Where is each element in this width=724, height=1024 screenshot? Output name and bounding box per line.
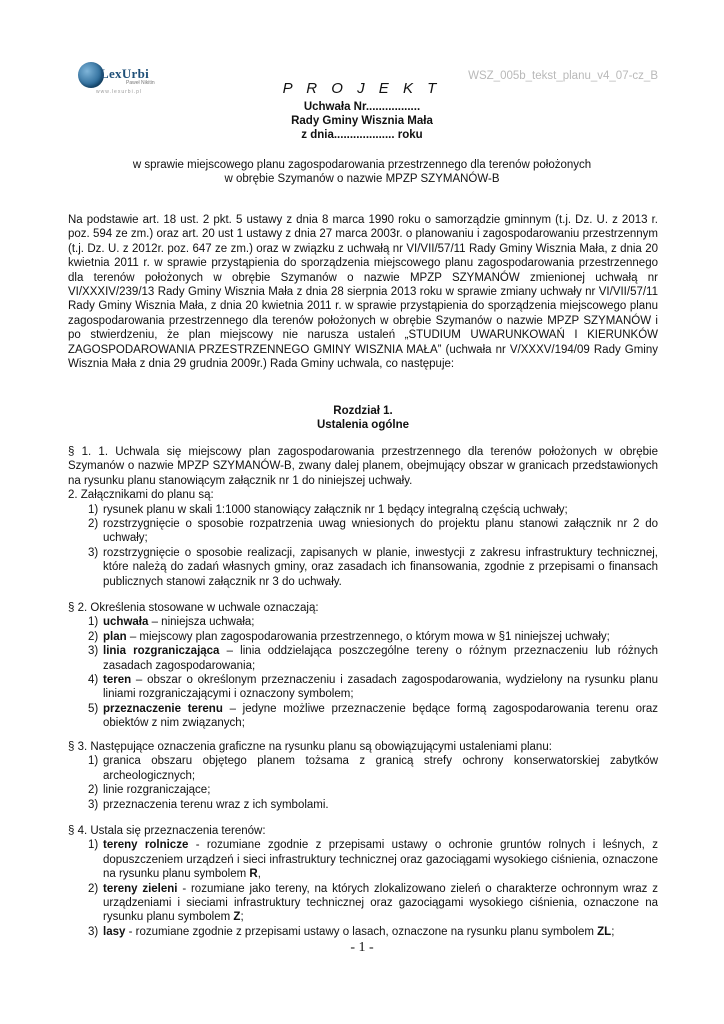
item-term: plan (103, 630, 127, 643)
logo-url: www.lexurbi.pl (96, 89, 142, 95)
item-symbol: ZL (597, 925, 612, 938)
preamble (68, 213, 658, 371)
list-item (68, 517, 658, 546)
item-symbol: R (249, 868, 258, 881)
list-item (68, 702, 658, 731)
section-2-intro: § 2. Określenia stosowane w uchwale oznaczają: (68, 602, 319, 614)
item-number: 4) (88, 674, 99, 687)
chapter-subtitle: Ustalenia ogólne (316, 419, 410, 432)
item-text: – obszar o określonym przeznaczeniu i zasadach zagospodarowania, wydzielony na rysunku planu liniami rozgraniczającymi i oznaczony symbolem; (103, 674, 658, 701)
item-text: rozstrzygnięcie o sposobie realizacji, zapisanych w planie, inwestycji z zakresu infrastruktury technicznej, które należą do zadań własnych gminy, oraz zasadach ich finansowania, zgodnie z przepisami o finansach publicznych stanowi załącznik nr 3 do uchwały. (103, 546, 658, 588)
subject-line: w sprawie miejscowego planu zagospodarowania przestrzennego dla terenów położonych (132, 159, 592, 171)
list-item (68, 673, 658, 702)
preamble-text: Na podstawie art. 18 ust. 2 pkt. 5 ustawy z dnia 8 marca 1990 roku o samorządzie gminnym (t.j. Dz. U. z 2013 r. poz. 594 ze zm.) oraz art. 20 ust 1 ustawy z dnia 27 marca 2003r. o planowaniu i zagospodarowaniu przestrzennym (t.j. Dz. U. z 2012r. poz. 647 ze zm.) oraz w związku z uchwałą nr VI/VII/57/11 Rady Gminy Wisznia Mała, z dnia 20 kwietnia 2011 r. w sprawie przystąpienia do sporządzenia miejscowego planu zagospodarowania przestrzennego dla terenów położonych w obrębie Szymanów o nazwie MPZP SZYMANÓW zmienionej uchwałą nr VI/XXXIV/239/13 Rady Gminy Wisznia Mała z dnia 28 sierpnia 2013 roku w sprawie zmiany uchwały nr VI/VII/57/11 Rady Gminy Wisznia Mała, z dnia 20 kwietnia 2011 r. w sprawie przystąpienia do sporządzenia miejscowego planu zagospodarowania przestrzennego dla terenów położonych w obrębie Szymanów o nazwie MPZP SZYMANÓW i po stwierdzeniu, że plan miejscowy nie narusza ustaleń „STUDIUM UWARUNKOWAŃ I KIERUNKÓW ZAGOSPODAROWANIA PRZESTRZENNEGO GMINY WISZNIA MAŁA” (uchwała nr V/XXXV/194/09 Rady Gminy Wisznia Mała z dnia 29 grudnia 2009r.) Rada Gminy uchwala, co następuje: (68, 214, 658, 371)
section-4-intro: § 4. Ustala się przeznaczenia terenów: (68, 825, 266, 837)
list-item (68, 546, 658, 589)
item-term: tereny zieleni (103, 882, 178, 895)
item-text: – miejscowy plan zagospodarowania przestrzennego, o którym mowa w §1 niniejszej uchwały; (126, 630, 610, 643)
list-item (68, 503, 658, 517)
list-item (68, 783, 658, 797)
item-text: przeznaczenia terenu wraz z ich symbolami. (103, 798, 329, 811)
logo-subtitle: Paweł Nikitin (126, 80, 155, 86)
item-text: - rozumiane zgodnie z przepisami ustawy o ochronie gruntów rolnych i leśnych, z dopuszczeniem urządzeń i sieci infrastruktury technicznej oraz gazociągami wysokiego ciśnienia, oznaczone na rysunku planu symbolem (103, 839, 658, 881)
item-text: - rozumiane zgodnie z przepisami ustawy o lasach, oznaczone na rysunku planu symbolem (125, 925, 598, 938)
item-number: 3) (88, 798, 99, 811)
list-item (68, 882, 658, 925)
item-text: – linia oddzielająca poszczególne tereny o różnym przeznaczeniu lub różnych zasadach zagospodarowania; (103, 645, 659, 672)
item-number: 3) (88, 645, 99, 658)
item-text: granica obszaru objętego planem tożsama z granicą strefy ochrony konserwatorskiej zabytków archeologicznych; (103, 755, 658, 782)
subject-line: w obrębie Szymanów o nazwie MPZP SZYMANÓW-B (224, 173, 500, 185)
item-text: – jedyne możliwe przeznaczenie będące formą zagospodarowania terenu oraz obiektów z nim związanych; (103, 702, 658, 730)
item-number: 1) (88, 839, 99, 852)
section-1-paragraph-2: 2. Załącznikami do planu są: (68, 489, 214, 502)
chapter-heading (68, 404, 658, 433)
list-item (68, 754, 658, 783)
section-3 (68, 740, 658, 812)
council-name: Rady Gminy Wisznia Mała (291, 115, 433, 127)
chapter-title: Rozdział 1. (333, 405, 393, 417)
item-end: , (257, 868, 261, 881)
item-text: - rozumiane jako tereny, na których zlokalizowano zieleń o charakterze ochronnym wraz z urządzeniami i sieciami infrastruktury technicznej oraz gazociągami wysokiego ciśnienia, oznaczone na rysunku planu symbolem (103, 882, 658, 924)
section-4 (68, 824, 658, 939)
section-3-intro: § 3. Następujące oznaczenia graficzne na rysunku planu są obowiązującymi ustaleniami planu: (68, 741, 552, 753)
item-term: tereny rolnicze (103, 839, 189, 852)
resolution-date: z dnia................... roku (301, 129, 423, 141)
item-text: linie rozgraniczające; (103, 784, 211, 797)
resolution-subject (0, 158, 724, 186)
section-1-paragraph-1: § 1. 1. Uchwala się miejscowy plan zagospodarowania przestrzennego dla terenów położonych w obrębie Szymanów o nazwie MPZP SZYMANÓW-B, zwany dalej planem, obejmujący obszar w granicach przedstawionych na rysunku planu stanowiącym załącznik nr 1 do niniejszej uchwały. (68, 446, 658, 487)
item-term: przeznaczenie terenu (103, 702, 223, 715)
page-title: P R O J E K T (282, 80, 442, 97)
item-text: – niniejsza uchwała; (148, 616, 255, 629)
document-id: WSZ_005b_tekst_planu_v4_07-cz_B (468, 70, 658, 82)
list-item (68, 838, 658, 881)
section-2 (68, 601, 658, 731)
item-number: 5) (88, 702, 99, 715)
item-number: 3) (88, 925, 99, 938)
item-number: 3) (88, 546, 99, 559)
item-number: 1) (88, 503, 99, 516)
item-number: 2) (88, 882, 99, 895)
item-number: 2) (88, 784, 99, 797)
list-item (68, 630, 658, 644)
page-number: - 1 - (350, 940, 374, 955)
item-symbol: Z (233, 911, 241, 924)
section-1 (68, 445, 658, 589)
item-term: lasy (103, 925, 126, 938)
list-item (68, 615, 658, 629)
item-number: 2) (88, 518, 99, 531)
resolution-number: Uchwała Nr................. (303, 101, 421, 113)
list-item (68, 798, 658, 812)
item-number: 1) (88, 616, 99, 629)
item-term: linia rozgraniczająca (103, 645, 220, 658)
item-end: ; (240, 911, 244, 924)
logo-name: LexUrbi (100, 66, 150, 81)
list-item (68, 925, 658, 939)
item-number: 2) (88, 630, 99, 643)
item-term: uchwała (103, 616, 149, 629)
item-text: rozstrzygnięcie o sposobie rozpatrzenia uwag wniesionych do projektu planu stanowi załącznik nr 2 do uchwały; (103, 518, 658, 545)
item-number: 1) (88, 755, 99, 768)
item-end: ; (611, 925, 615, 938)
item-text: rysunek planu w skali 1:1000 stanowiący załącznik nr 1 będący integralną częścią uchwały; (103, 503, 568, 516)
item-term: teren (103, 674, 132, 687)
list-item (68, 644, 658, 673)
